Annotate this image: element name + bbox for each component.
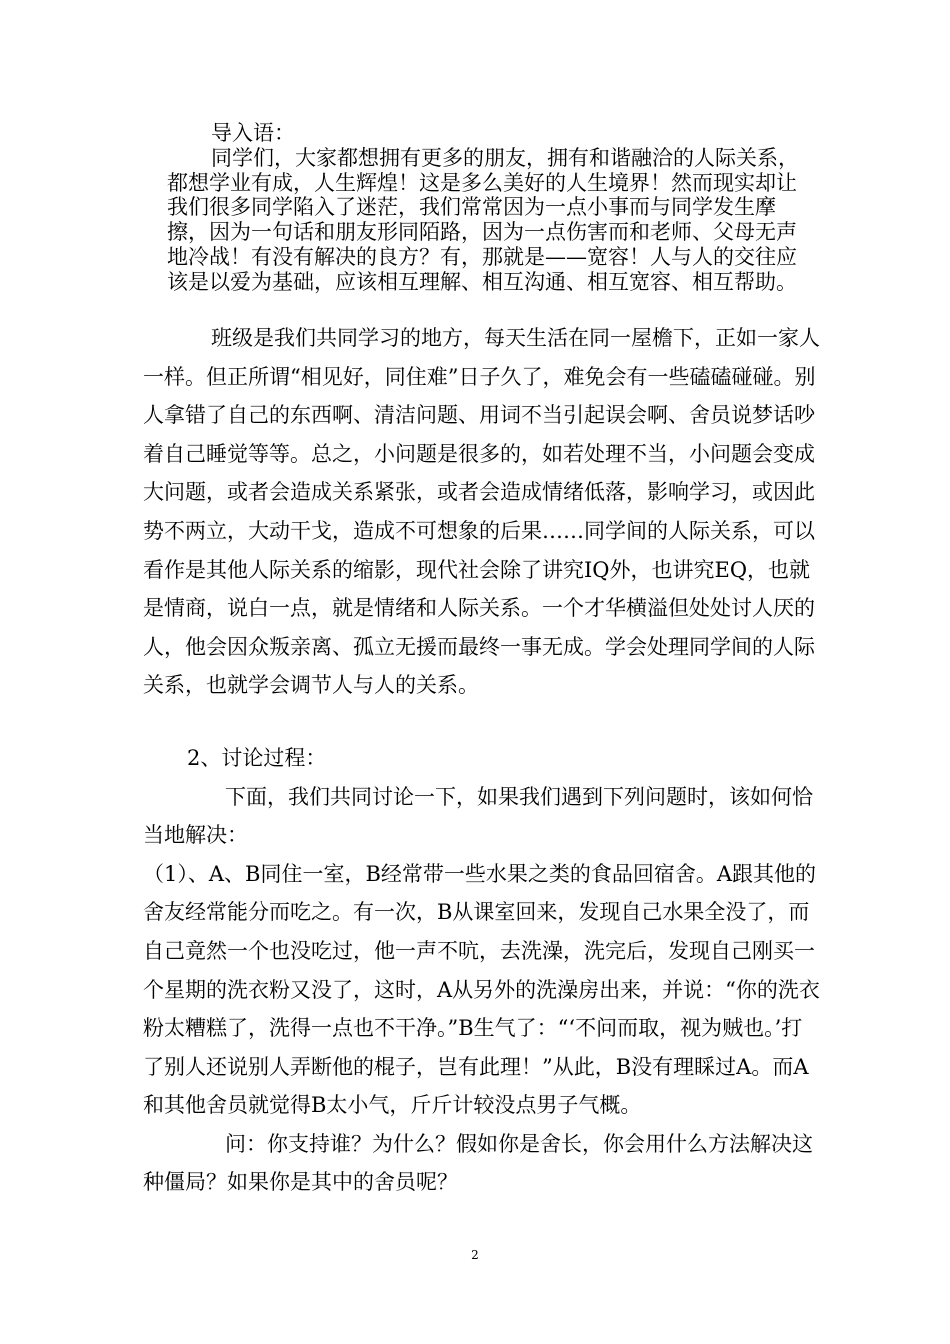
intro-paragraph: 同学们，大家都想拥有更多的朋友，拥有和谐融洽的人际关系，都想学业有成，人生辉煌！这是多么美好的人生境界！然而现实却让我们很多同学陷入了迷茫，我们常常因为一点小事而与同学发生摩擦，因为一句话和朋友形同陌路，因为一点伤害而和老师、父母无声地冷战！有没有解决的良方？有，那就是——宽容！人与人的交往应该是以爱为基础，应该相互理解、相互沟通、相互宽容、相互帮助。	[167, 145, 799, 294]
body-paragraph-classroom: 班级是我们共同学习的地方，每天生活在同一屋檐下，正如一家人一样。但正所谓“相见好，同住难”日子久了，难免会有一些磕磕碰碰。别人拿错了自己的东西啊、清洁问题、用词不当引起误会啊、舍员说梦话吵着自己睡觉等等。总之，小问题是很多的，如若处理不当，小问题会变成大问题，或者会造成关系紧张，或者会造成情绪低落，影响学习，或因此势不两立，大动干戈，造成不可想象的后果……同学间的人际关系，可以看作是其他人际关系的缩影，现代社会除了讲究IQ外，也讲究EQ，也就是情商，说白一点，就是情绪和人际关系。一个才华横溢但处处讨人厌的人，他会因众叛亲离、孤立无援而最终一事无成。学会处理同学间的人际关系，也就学会调节人与人的关系。	[143, 326, 820, 698]
body-paragraph-discussion-intro: 下面，我们共同讨论一下，如果我们遇到下列问题时，该如何恰当地解决：	[143, 784, 813, 848]
section-heading-discussion: 2、讨论过程：	[187, 745, 327, 770]
case-paragraph-1: （1）、A、B同住一室，B经常带一些水果之类的食品回宿舍。A跟其他的舍友经常能分而吃之。有一次，B从课室回来，发现自己水果全没了，而自己竟然一个也没吃过，他一声不吭，去洗澡，洗完后，发现自己刚买一个星期的洗衣粉又没了，这时，A从另外的洗澡房出来，并说：“你的洗衣粉太糟糕了，洗得一点也不干净。”B生气了：“‘不问而取，视为贼也。’打了别人还说别人弄断他的棍子，岂有此理！”从此，B没有理睬过A。而A和其他舍员就觉得B太小气，斤斤计较没点男子气概。	[143, 861, 820, 1118]
intro-heading: 导入语：	[211, 121, 295, 145]
page-number: 2	[471, 1248, 479, 1262]
main-body	[143, 319, 823, 1202]
question-paragraph: 问：你支持谁？为什么？假如你是舍长，你会用什么方法解决这种僵局？如果你是其中的舍员呢？	[143, 1131, 813, 1195]
intro-section	[167, 121, 817, 295]
